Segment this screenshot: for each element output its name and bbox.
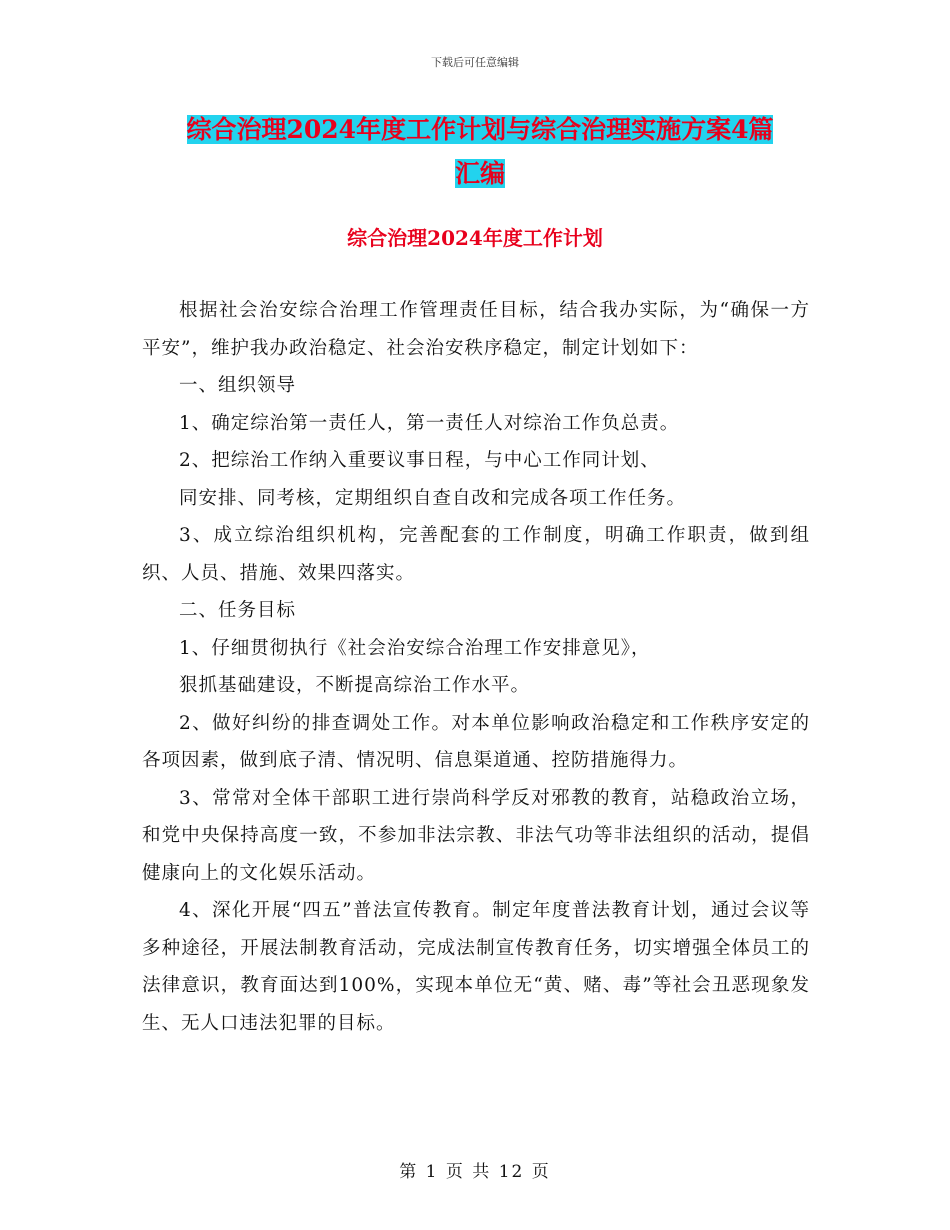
paragraph-item: 1、仔细贯彻执行《社会治安综合治理工作安排意见》， [179,637,651,659]
paragraph-item: 1、确定综治第一责任人，第一责任人对综治工作负总责。 [179,412,680,434]
heading-organization: 一、组织领导 [179,375,297,396]
main-title-line2: 汇编 [454,159,505,188]
header-note: 下载后可任意编辑 [431,56,519,69]
paragraph-item: 3、成立综治组织机构，完善配套的工作制度，明确工作职责，做到组织、人员、措施、效果四落实。 [142,525,810,584]
heading-task-goals: 二、任务目标 [179,600,297,621]
main-title-line1: 综合治理2024年度工作计划与综合治理实施方案4篇 [186,115,774,144]
page-footer: 第 1 页 共 12 页 [399,1162,551,1182]
paragraph-item: 2、把综治工作纳入重要议事日程，与中心工作同计划、 [179,450,660,471]
paragraph-intro: 根据社会治安综合治理工作管理责任目标，结合我办实际，为“确保一方平安”，维护我办政治稳定、社会治安秩序稳定，制定计划如下： [142,300,810,359]
paragraph-item: 4、深化开展“四五”普法宣传教育。制定年度普法教育计划，通过会议等多种途径，开展法制教育活动，完成法制宣传教育任务，切实增强全体员工的法律意识，教育面达到100%，实现本单位无“黄、赌、毒”等社会丑恶现象发生、无人口违法犯罪的目标。 [142,900,810,1034]
paragraph-item-continued: 狠抓基础建设，不断提高综治工作水平。 [179,675,531,696]
paragraph-item: 3、常常对全体干部职工进行崇尚科学反对邪教的教育，站稳政治立场，和党中央保持高度一致，不参加非法宗教、非法气功等非法组织的活动，提倡健康向上的文化娱乐活动。 [142,787,810,884]
main-title [140,108,820,196]
body-text [142,292,810,1042]
section-title: 综合治理2024年度工作计划 [347,226,603,250]
paragraph-item-continued: 同安排、同考核，定期组织自查自改和完成各项工作任务。 [179,487,687,509]
paragraph-item: 2、做好纠纷的排查调处工作。对本单位影响政治稳定和工作秩序安定的各项因素，做到底子清、情况明、信息渠道通、控防措施得力。 [142,712,810,771]
